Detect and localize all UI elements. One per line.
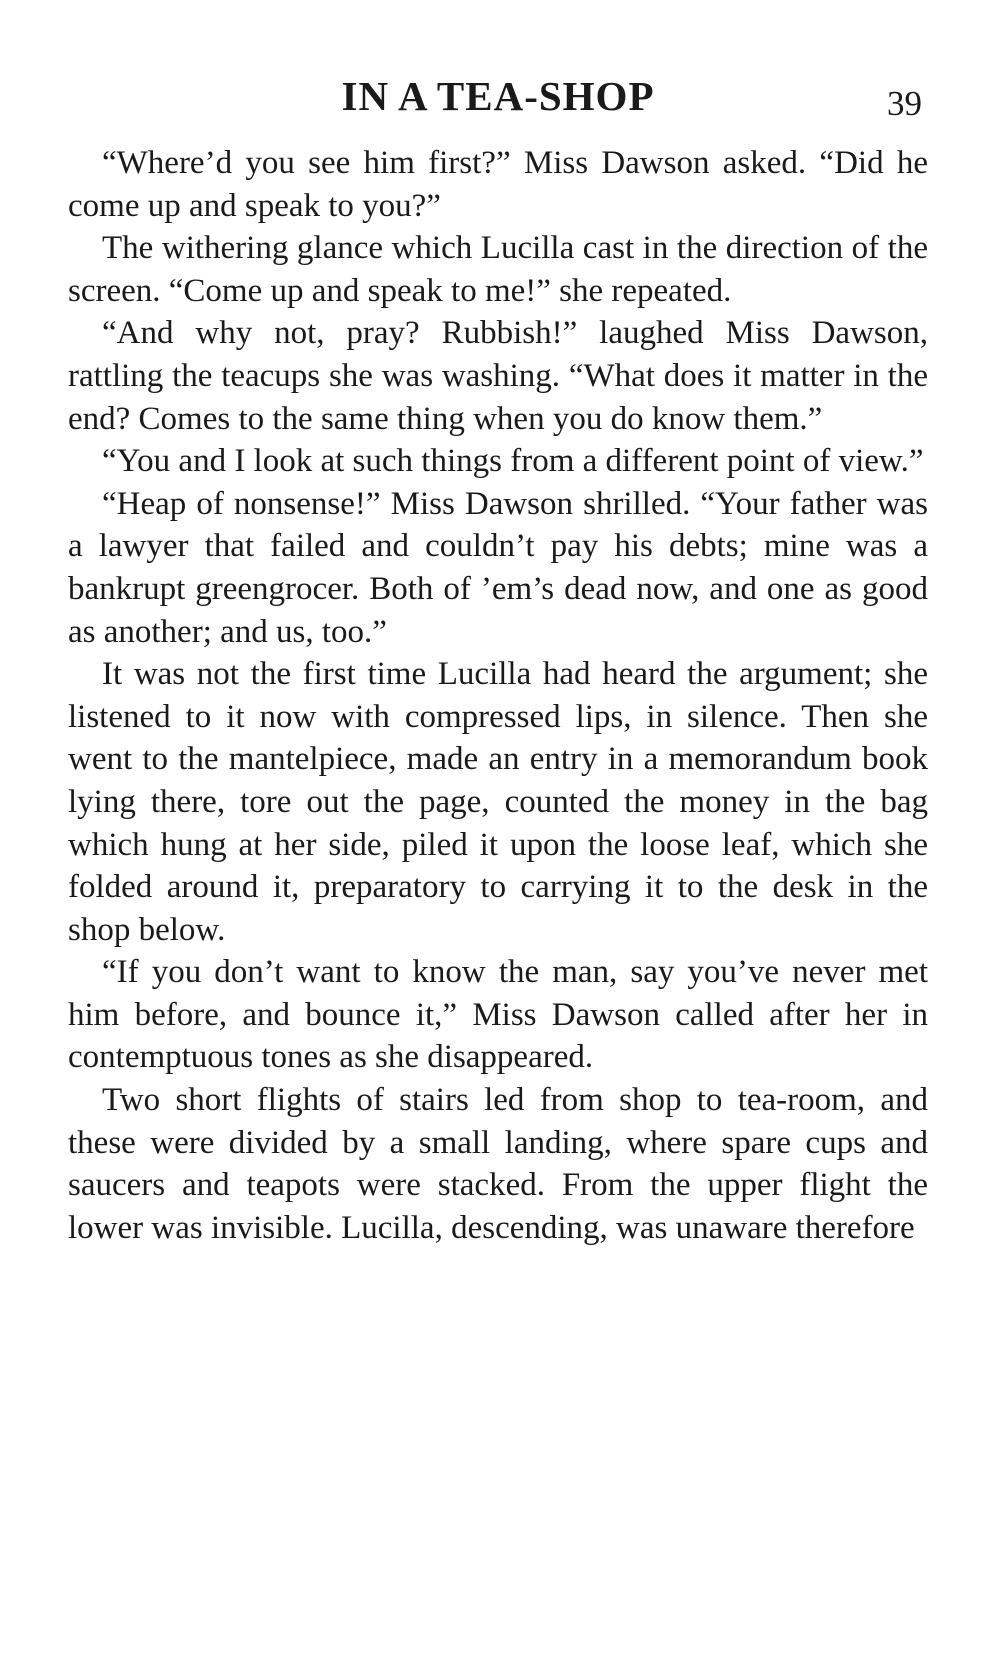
page-number: 39 (887, 84, 922, 123)
paragraph: Two short flights of stairs led from shop to tea-room, and these were divided by a small landing, where spare cups and saucers and teapots were stacked. From the upper flight the lower was invisible. Lucilla, descending, was unaware therefore (68, 1082, 928, 1246)
paragraph: “Where’d you see him first?” Miss Dawson asked. “Did he come up and speak to you?” (68, 145, 928, 224)
paragraph: “You and I look at such things from a different point of view.” (102, 443, 924, 480)
paragraph: “Heap of nonsense!” Miss Dawson shrilled. “Your father was a lawyer that failed and couldn’t pay his debts; mine was a bankrupt greengrocer. Both of ’em’s dead now, and one as good as another; and us, too.” (68, 485, 928, 650)
paragraph: “If you don’t want to know the man, say you’ve never met him before, and bounce it,” Miss Dawson called after her in contemptuous tones as she disappeared. (68, 954, 928, 1076)
body-text (68, 142, 928, 1249)
running-title: IN A TEA-SHOP (341, 73, 655, 119)
page-header (68, 72, 928, 122)
paragraph: The withering glance which Lucilla cast in the direction of the screen. “Come up and speak to me!” she repeated. (68, 230, 928, 309)
paragraph: It was not the first time Lucilla had heard the argument; she listened to it now with compressed lips, in silence. Then she went to the mantelpiece, made an entry in a memorandum book lying there, tore out the page, counted the money in the bag which hung at her side, piled it upon the loose leaf, which she folded around it, preparatory to carrying it to the desk in the shop below. (68, 656, 928, 948)
paragraph: “And why not, pray? Rubbish!” laughed Miss Dawson, rattling the teacups she was washing. “What does it matter in the end? Comes to the same thing when you do know them.” (68, 315, 928, 437)
